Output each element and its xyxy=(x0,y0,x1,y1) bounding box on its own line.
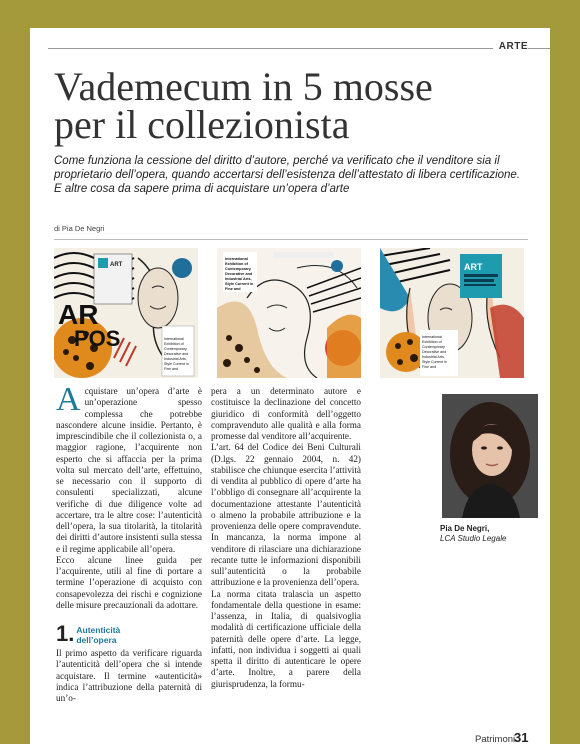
svg-text:Exhibition of: Exhibition of xyxy=(225,262,248,266)
svg-text:Contemporary: Contemporary xyxy=(422,345,445,349)
svg-text:Industrial Arts,: Industrial Arts, xyxy=(422,355,445,359)
svg-text:Decorative and: Decorative and xyxy=(164,352,189,356)
byline-rule xyxy=(54,239,528,240)
cover1-big-text-2: POS xyxy=(74,326,121,351)
cover-illustrations xyxy=(54,248,524,378)
section-heading-1 xyxy=(56,623,202,645)
author-portrait xyxy=(442,394,538,518)
page-number: 31 xyxy=(514,730,529,744)
article-subtitle: Come funziona la cessione del diritto d’autore, perché va verificato che il venditore sia il proprietario dell’opera, quando accertarsi dell’esistenza dell’attestato di libera certificazione. E altre cosa da sapere prima di acquistare un’opera d’arte xyxy=(54,155,521,195)
col2-paragraph-2: L’art. 64 del Codice dei Beni Culturali (D.lgs. 22 gennaio 2004, n. 42) stabilisce che chiunque esercita l’attività di vendita al pubblico di opere d’arte ha l’obbligo di consegnare all’acquirente la documentazione attestante l’autenticità o almeno la probabile attribuzione e la provenienza delle opere compravendute. In mancanza, la norma impone al venditore di rilasciare una dichiarazione recante tutte le informazioni disponibili sull’autenticità o la probabile attribuzione e la provenienza dell’opera. xyxy=(211,442,361,588)
portrait-caption-name: Pia De Negri, xyxy=(440,524,490,533)
title-line-1: Vademecum in 5 mosse xyxy=(54,64,433,109)
drop-cap: A xyxy=(56,381,81,418)
article-column-2 xyxy=(211,386,361,690)
svg-text:International: International xyxy=(164,337,184,341)
cover-image-2 xyxy=(217,248,361,378)
svg-text:Contemporary: Contemporary xyxy=(225,267,251,271)
cover3-logo: ART xyxy=(464,262,483,272)
svg-text:Style Current in: Style Current in xyxy=(164,362,189,366)
svg-text:International: International xyxy=(225,257,248,261)
article-column-1 xyxy=(56,381,202,704)
svg-text:Fine and: Fine and xyxy=(164,367,178,371)
cover-image-1 xyxy=(54,248,198,378)
heading-text xyxy=(76,623,120,645)
cover-image-3 xyxy=(380,248,524,378)
svg-text:International: International xyxy=(422,335,442,339)
article-title xyxy=(54,64,534,147)
heading-number: 1. xyxy=(56,621,75,646)
svg-text:Fine and: Fine and xyxy=(422,365,436,369)
svg-text:Exhibition of: Exhibition of xyxy=(422,340,442,344)
intro-text: cquistare un’opera d’arte è un’operazione spesso complessa che potrebbe nascondere alcune insidie. Pertanto, è imprescindibile che il collezionista o, a maggior ragione, l’acquirente non esperto che si affaccia per la prima volta sul mercato dell’arte, effettuino, se necessario con il supporto di consulenti specializzati, alcune verifiche di due diligence volte ad accertare, tra le altre cose: l’autenticità dell’opera, la sua titolarità, la titolarità dei diritti d’autore insistenti sulla stessa e il regime applicabile all’opera. xyxy=(56,386,202,554)
cover1-logo: ART xyxy=(110,262,123,268)
svg-text:Decorative and: Decorative and xyxy=(422,350,447,354)
svg-text:Industrial Arts,: Industrial Arts, xyxy=(164,357,187,361)
heading-line-1: Autenticità xyxy=(76,625,121,635)
svg-text:Decorative and: Decorative and xyxy=(225,272,253,276)
guide-paragraph: Ecco alcune linee guida per l’acquirente, utili al fine di portare a termine l’operazione di acquisto con consapevolezza dei rischi e cognizione delle misure precauzionali da adottare. xyxy=(56,554,202,610)
footer-magazine-name: Patrimoni xyxy=(475,734,516,744)
col2-paragraph-3: La norma citata tralascia un aspetto fondamentale della questione in esame: l’assenza, in Italia, di qualsivoglia modalità di certificazione ufficiale della paternità delle opere d’arte. La legge, infatti, non individua i soggetti ai quali spetta il diritto di autenticare le opere d’arte. Inoltre, a parere della giurisprudenza, la formu- xyxy=(211,588,361,689)
svg-text:Industrial Arts,: Industrial Arts, xyxy=(225,277,252,281)
section-rule xyxy=(48,48,550,49)
svg-text:Exhibition of: Exhibition of xyxy=(164,342,184,346)
byline: di Pia De Negri xyxy=(54,224,105,233)
cover1-big-text-1: AR xyxy=(58,299,99,330)
heading-line-2: dell’opera xyxy=(76,635,117,645)
portrait-caption-org: LCA Studio Legale xyxy=(440,534,507,543)
intro-paragraph xyxy=(56,381,202,555)
section-label: ARTE xyxy=(493,41,528,52)
authenticity-paragraph: Il primo aspetto da verificare riguarda l’autenticità dell’opera che si intende acquistare. Il termine «autenticità» indica l’attribuzione della paternità di un’o- xyxy=(56,648,202,703)
col2-paragraph-1: pera a un determinato autore e costituisce la declinazione del concetto giuridico di conformità dell’oggetto compravenduto alle qualità e alla forma promesse dal venditore all’acquirente. xyxy=(211,386,361,441)
svg-text:Style Current in: Style Current in xyxy=(225,282,254,286)
svg-text:Fine and: Fine and xyxy=(225,287,241,291)
magazine-page xyxy=(30,28,550,744)
svg-text:Style Current in: Style Current in xyxy=(422,360,447,364)
svg-text:Contemporary: Contemporary xyxy=(164,347,187,351)
title-line-2: per il collezionista xyxy=(54,102,350,147)
